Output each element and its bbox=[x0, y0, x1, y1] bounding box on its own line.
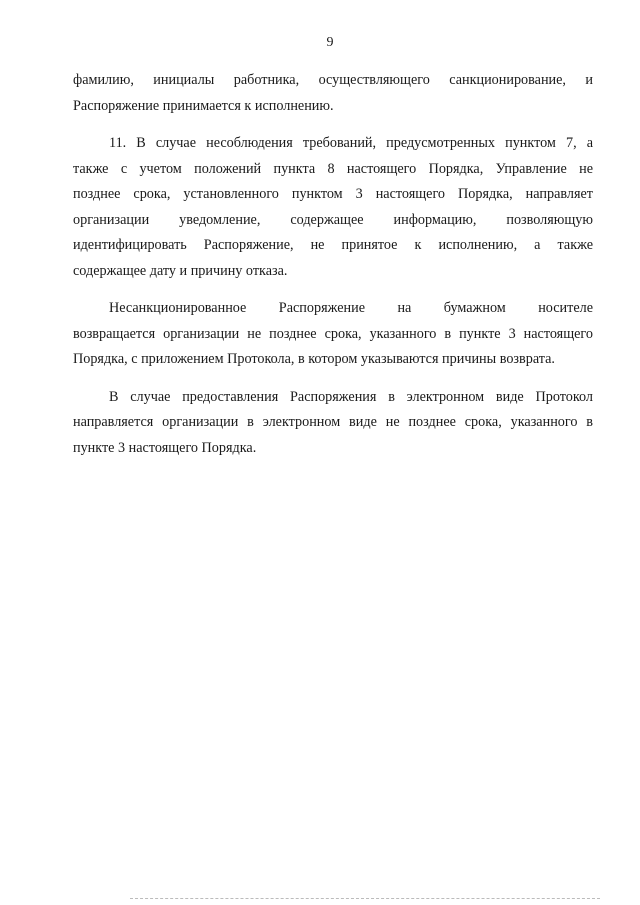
text-line: 11. В случае несоблюдения требований, предусмотренных пунктом 7, а bbox=[109, 135, 593, 151]
paragraph-unsanctioned bbox=[73, 296, 593, 373]
text-line: Распоряжение принимается к исполнению. bbox=[73, 97, 334, 114]
text-line: позднее срока, установленного пунктом 3 настоящего Порядка, направляет bbox=[73, 186, 593, 202]
text-line: организации уведомление, содержащее информацию, позволяющую bbox=[73, 211, 593, 228]
footer-scan-artifact bbox=[130, 898, 600, 899]
text-line: содержащее дату и причину отказа. bbox=[73, 262, 288, 279]
paragraph-continuation bbox=[73, 68, 593, 119]
text-line: Порядка, с приложением Протокола, в котором указываются причины возврата. bbox=[73, 351, 555, 367]
text-line: пункте 3 настоящего Порядка. bbox=[73, 439, 257, 456]
text-line: также с учетом положений пункта 8 настоящего Порядка, Управление не bbox=[73, 160, 593, 177]
document-body bbox=[73, 68, 593, 473]
text-line: направляется организации в электронном виде не позднее срока, указанного в bbox=[73, 414, 593, 430]
text-line: возвращается организации не позднее срока, указанного в пункте 3 настоящего bbox=[73, 325, 593, 342]
text-line: идентифицировать Распоряжение, не принятое к исполнению, а также bbox=[73, 237, 593, 253]
text-line: В случае предоставления Распоряжения в электронном виде Протокол bbox=[109, 388, 593, 405]
text-line: Несанкционированное Распоряжение на бумажном носителе bbox=[109, 300, 593, 316]
paragraph-electronic bbox=[73, 385, 593, 462]
paragraph-item-11 bbox=[73, 131, 593, 284]
page-number: 9 bbox=[326, 35, 334, 50]
text-line: фамилию, инициалы работника, осуществляющего санкционирование, и bbox=[73, 72, 593, 88]
